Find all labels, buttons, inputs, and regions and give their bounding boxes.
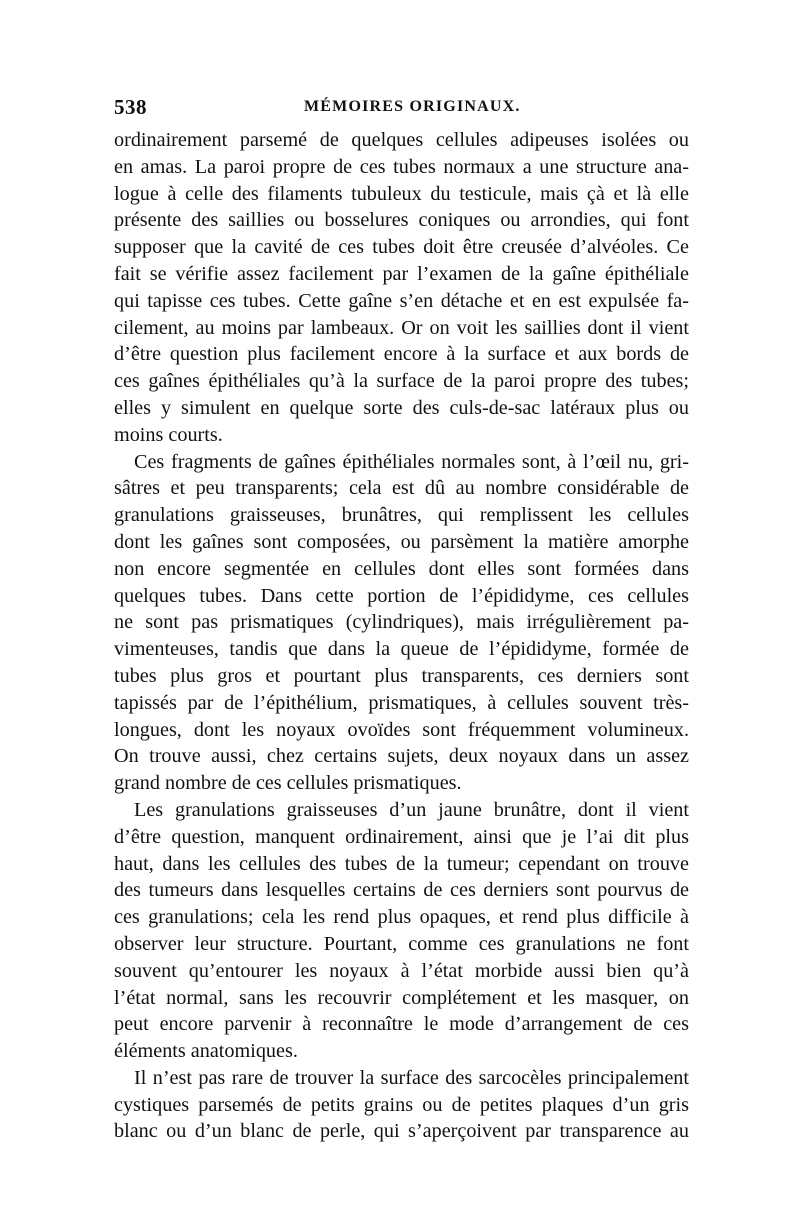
text-line: Il n’est pas rare de trouver la surface des sarcocèles principalement	[134, 1066, 689, 1089]
text-line: tapissés par de l’épithélium, prismatiques, à cellules souvent très-	[114, 691, 689, 714]
text-line: ces gaînes épithéliales qu’à la surface de la paroi propre des tubes;	[114, 370, 689, 393]
text-line: non encore segmentée en cellules dont elles sont formées dans	[114, 557, 689, 580]
text-line: qui tapisse ces tubes. Cette gaîne s’en détache et en est expulsée fa-	[114, 289, 689, 312]
text-line: ces granulations; cela les rend plus opaques, et rend plus difficile à	[114, 906, 689, 929]
text-line: granulations graisseuses, brunâtres, qui remplissent les cellules	[114, 504, 689, 527]
text-line: longues, dont les noyaux ovoïdes sont fréquemment volumineux.	[114, 718, 689, 741]
text-line: On trouve aussi, chez certains sujets, deux noyaux dans un assez	[114, 745, 689, 768]
text-line: d’être question plus facilement encore à la surface et aux bords de	[114, 343, 689, 366]
text-line: moins courts.	[114, 423, 223, 446]
text-line: dont les gaînes sont composées, ou parsèment la matière amorphe	[114, 530, 689, 553]
text-line: présente des saillies ou bosselures coniques ou arrondies, qui font	[114, 209, 689, 232]
text-line: l’état normal, sans les recouvrir complétement et les masquer, on	[114, 986, 689, 1009]
text-line: des tumeurs dans lesquelles certains de ces derniers sont pourvus de	[114, 879, 689, 902]
text-line: grand nombre de ces cellules prismatiques.	[114, 772, 462, 795]
text-line: cystiques parsemés de petits grains ou de petites plaques d’un gris	[114, 1093, 689, 1116]
text-line: elles y simulent en quelque sorte des culs-de-sac latéraux plus ou	[114, 396, 689, 419]
text-line: haut, dans les cellules des tubes de la tumeur; cependant on trouve	[114, 852, 689, 875]
text-line: peut encore parvenir à reconnaître le mode d’arrangement de ces	[114, 1013, 689, 1036]
text-line: éléments anatomiques.	[114, 1040, 298, 1063]
text-line: blanc ou d’un blanc de perle, qui s’aperçoivent par transparence au	[114, 1120, 689, 1143]
text-line: fait se vérifie assez facilement par l’examen de la gaîne épithéliale	[114, 262, 689, 285]
text-line: ne sont pas prismatiques (cylindriques), mais irrégulièrement pa-	[114, 611, 689, 634]
text-line: tubes plus gros et pourtant plus transparents, ces derniers sont	[114, 664, 689, 687]
text-line: supposer que la cavité de ces tubes doit être creusée d’alvéoles. Ce	[114, 236, 689, 259]
paragraph	[114, 797, 689, 1065]
paragraph	[114, 127, 689, 449]
text-line: ordinairement parsemé de quelques cellules adipeuses isolées ou	[114, 129, 689, 151]
text-line: en amas. La paroi propre de ces tubes normaux a une structure ana-	[114, 155, 689, 178]
page-header	[114, 95, 688, 123]
text-line: souvent qu’entourer les noyaux à l’état morbide aussi bien qu’à	[114, 959, 689, 982]
body-text	[114, 127, 689, 1145]
text-line: cilement, au moins par lambeaux. Or on voit les saillies dont il vient	[114, 316, 689, 339]
page-number: 538	[114, 95, 147, 119]
text-line: vimenteuses, tandis que dans la queue de l’épididyme, formée de	[114, 638, 689, 661]
paragraph	[114, 1065, 689, 1145]
text-line: d’être question, manquent ordinairement, ainsi que je l’ai dit plus	[114, 825, 689, 848]
running-title: MÉMOIRES ORIGINAUX.	[304, 98, 521, 115]
text-line: sâtres et peu transparents; cela est dû au nombre considérable de	[114, 477, 689, 500]
text-line: observer leur structure. Pourtant, comme ces granulations ne font	[114, 932, 689, 955]
text-line: logue à celle des filaments tubuleux du testicule, mais çà et là elle	[114, 182, 689, 205]
text-line: Les granulations graisseuses d’un jaune brunâtre, dont il vient	[134, 798, 689, 821]
text-line: quelques tubes. Dans cette portion de l’épididyme, ces cellules	[114, 584, 689, 607]
paragraph	[114, 449, 689, 797]
text-line: Ces fragments de gaînes épithéliales normales sont, à l’œil nu, gri-	[134, 450, 689, 473]
